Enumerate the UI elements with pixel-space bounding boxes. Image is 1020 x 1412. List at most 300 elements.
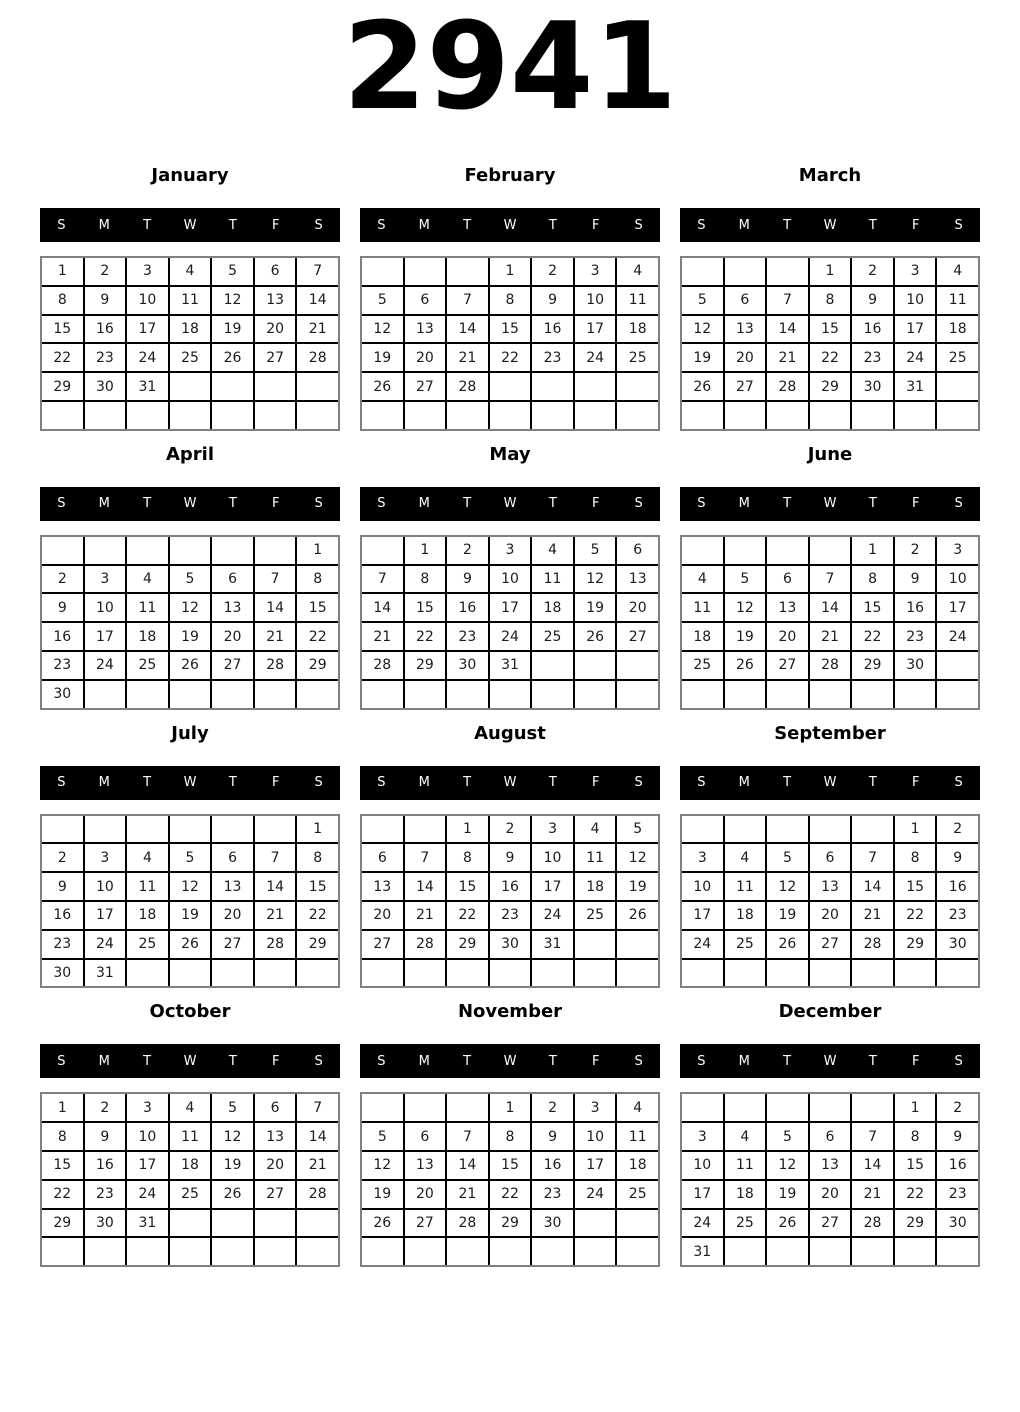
date-cell: 22 — [490, 344, 531, 371]
weekday-header-wed: W — [183, 217, 197, 233]
date-cell: 8 — [852, 566, 893, 593]
empty-cell — [852, 1094, 893, 1121]
weekday-header-row — [40, 487, 340, 521]
date-cell: 6 — [405, 287, 446, 314]
weekday-header-wed: W — [183, 775, 197, 791]
date-cell: 24 — [895, 344, 936, 371]
date-cell: 8 — [895, 844, 936, 871]
date-cell: 16 — [490, 873, 531, 900]
month-april — [40, 444, 340, 710]
weekday-header-tue: T — [143, 217, 152, 233]
date-cell: 26 — [212, 344, 253, 371]
date-cell: 5 — [617, 816, 658, 843]
weekday-header-fri: F — [591, 1053, 600, 1069]
weekday-header-mon: M — [738, 496, 750, 512]
date-cell: 16 — [895, 594, 936, 621]
date-cell: 25 — [127, 931, 168, 958]
weekday-header-tue: T — [143, 775, 152, 791]
empty-cell — [575, 373, 616, 400]
date-cell: 7 — [297, 258, 338, 285]
month-title: May — [489, 443, 531, 465]
date-cell: 11 — [127, 873, 168, 900]
date-cell: 28 — [255, 652, 296, 679]
month-title: September — [774, 722, 886, 744]
calendar-grid — [40, 165, 980, 1267]
date-cell: 22 — [447, 902, 488, 929]
date-cell: 2 — [42, 566, 83, 593]
empty-cell — [127, 960, 168, 987]
empty-cell — [127, 537, 168, 564]
date-cell: 8 — [490, 1123, 531, 1150]
empty-cell — [767, 960, 808, 987]
date-cell: 28 — [362, 652, 403, 679]
empty-cell — [212, 1238, 253, 1265]
empty-cell — [255, 537, 296, 564]
date-cell: 16 — [85, 316, 126, 343]
weekday-header-sun: S — [377, 775, 386, 791]
empty-cell — [255, 1210, 296, 1237]
date-cell: 8 — [490, 287, 531, 314]
date-cell: 30 — [490, 931, 531, 958]
date-cell: 4 — [532, 537, 573, 564]
date-cell: 13 — [405, 316, 446, 343]
weekday-header-sat: S — [634, 217, 643, 233]
date-cell: 31 — [490, 652, 531, 679]
date-cell: 5 — [170, 566, 211, 593]
date-cell: 18 — [127, 623, 168, 650]
empty-cell — [532, 1238, 573, 1265]
date-cell: 6 — [212, 566, 253, 593]
empty-cell — [937, 373, 978, 400]
weekday-header-tue: T — [463, 496, 472, 512]
empty-cell — [42, 816, 83, 843]
date-cell: 1 — [895, 816, 936, 843]
weekday-header-sun: S — [57, 775, 66, 791]
empty-cell — [810, 960, 851, 987]
date-cell: 2 — [85, 258, 126, 285]
date-cell: 24 — [937, 623, 978, 650]
date-cell: 7 — [447, 287, 488, 314]
empty-cell — [682, 681, 723, 708]
date-cell: 19 — [212, 1152, 253, 1179]
date-cell: 8 — [447, 844, 488, 871]
empty-cell — [85, 681, 126, 708]
date-cell: 10 — [682, 1152, 723, 1179]
date-cell: 5 — [725, 566, 766, 593]
empty-cell — [575, 402, 616, 429]
date-cell: 10 — [127, 287, 168, 314]
empty-cell — [170, 681, 211, 708]
date-cell: 25 — [127, 652, 168, 679]
empty-cell — [532, 681, 573, 708]
weekday-header-sun: S — [697, 1053, 706, 1069]
date-cell: 27 — [725, 373, 766, 400]
weekday-header-wed: W — [823, 496, 837, 512]
date-cell: 25 — [682, 652, 723, 679]
empty-cell — [490, 373, 531, 400]
month-june — [680, 444, 980, 710]
date-cell: 6 — [617, 537, 658, 564]
date-cell: 16 — [532, 1152, 573, 1179]
month-august — [360, 723, 660, 989]
month-may — [360, 444, 660, 710]
date-cell: 26 — [767, 931, 808, 958]
date-cell: 10 — [85, 873, 126, 900]
empty-cell — [297, 1238, 338, 1265]
date-cell: 11 — [682, 594, 723, 621]
empty-cell — [532, 960, 573, 987]
month-title: July — [171, 722, 209, 744]
date-cell: 22 — [42, 344, 83, 371]
date-cell: 9 — [85, 287, 126, 314]
date-cell: 15 — [405, 594, 446, 621]
date-cell: 4 — [575, 816, 616, 843]
empty-cell — [85, 1238, 126, 1265]
date-grid — [680, 814, 980, 989]
date-cell: 16 — [42, 623, 83, 650]
date-cell: 18 — [170, 316, 211, 343]
date-cell: 13 — [212, 594, 253, 621]
empty-cell — [810, 1238, 851, 1265]
date-cell: 7 — [255, 844, 296, 871]
weekday-header-wed: W — [503, 775, 517, 791]
date-cell: 18 — [617, 316, 658, 343]
empty-cell — [937, 960, 978, 987]
weekday-header-fri: F — [271, 217, 280, 233]
date-cell: 25 — [617, 344, 658, 371]
date-cell: 7 — [255, 566, 296, 593]
date-cell: 18 — [575, 873, 616, 900]
date-cell: 24 — [85, 652, 126, 679]
weekday-header-sat: S — [314, 496, 323, 512]
date-cell: 22 — [405, 623, 446, 650]
date-cell: 13 — [255, 287, 296, 314]
date-cell: 20 — [212, 902, 253, 929]
empty-cell — [127, 816, 168, 843]
empty-cell — [895, 960, 936, 987]
date-cell: 5 — [362, 1123, 403, 1150]
empty-cell — [895, 681, 936, 708]
weekday-header-tue: T — [783, 1053, 792, 1069]
month-february — [360, 165, 660, 431]
weekday-header-row — [360, 487, 660, 521]
date-cell: 15 — [42, 316, 83, 343]
date-cell: 8 — [810, 287, 851, 314]
date-cell: 13 — [255, 1123, 296, 1150]
empty-cell — [725, 537, 766, 564]
date-cell: 3 — [490, 537, 531, 564]
date-cell: 3 — [575, 1094, 616, 1121]
date-cell: 27 — [212, 931, 253, 958]
date-cell: 17 — [127, 316, 168, 343]
empty-cell — [575, 652, 616, 679]
date-cell: 11 — [127, 594, 168, 621]
date-grid — [360, 256, 660, 431]
date-cell: 12 — [682, 316, 723, 343]
date-cell: 19 — [682, 344, 723, 371]
empty-cell — [767, 681, 808, 708]
weekday-header-fri: F — [591, 496, 600, 512]
date-cell: 16 — [852, 316, 893, 343]
date-cell: 15 — [42, 1152, 83, 1179]
date-cell: 26 — [362, 373, 403, 400]
empty-cell — [127, 1238, 168, 1265]
date-cell: 28 — [255, 931, 296, 958]
weekday-header-mon: M — [418, 496, 430, 512]
date-cell: 15 — [297, 594, 338, 621]
empty-cell — [682, 816, 723, 843]
date-cell: 4 — [937, 258, 978, 285]
date-cell: 15 — [895, 873, 936, 900]
date-cell: 20 — [767, 623, 808, 650]
date-cell: 4 — [682, 566, 723, 593]
empty-cell — [447, 1238, 488, 1265]
date-cell: 1 — [297, 537, 338, 564]
empty-cell — [447, 258, 488, 285]
date-cell: 17 — [532, 873, 573, 900]
empty-cell — [170, 1238, 211, 1265]
date-cell: 10 — [490, 566, 531, 593]
date-cell: 29 — [852, 652, 893, 679]
date-cell: 12 — [767, 1152, 808, 1179]
date-cell: 14 — [255, 873, 296, 900]
empty-cell — [852, 402, 893, 429]
date-cell: 9 — [532, 1123, 573, 1150]
empty-cell — [362, 1238, 403, 1265]
empty-cell — [810, 1094, 851, 1121]
date-cell: 4 — [725, 1123, 766, 1150]
date-cell: 23 — [937, 1181, 978, 1208]
weekday-header-fri: F — [911, 217, 920, 233]
date-cell: 2 — [532, 258, 573, 285]
empty-cell — [725, 816, 766, 843]
month-july — [40, 723, 340, 989]
date-cell: 6 — [767, 566, 808, 593]
date-cell: 22 — [297, 902, 338, 929]
empty-cell — [617, 402, 658, 429]
date-cell: 30 — [85, 1210, 126, 1237]
date-cell: 25 — [170, 1181, 211, 1208]
date-cell: 30 — [85, 373, 126, 400]
date-cell: 11 — [617, 287, 658, 314]
date-cell: 8 — [895, 1123, 936, 1150]
empty-cell — [852, 960, 893, 987]
date-cell: 15 — [297, 873, 338, 900]
date-cell: 27 — [255, 1181, 296, 1208]
weekday-header-fri: F — [271, 1053, 280, 1069]
date-cell: 20 — [405, 1181, 446, 1208]
date-cell: 8 — [405, 566, 446, 593]
date-cell: 29 — [42, 1210, 83, 1237]
date-cell: 3 — [682, 844, 723, 871]
date-cell: 21 — [255, 902, 296, 929]
empty-cell — [170, 1210, 211, 1237]
weekday-header-sun: S — [697, 496, 706, 512]
date-cell: 1 — [810, 258, 851, 285]
date-cell: 22 — [895, 902, 936, 929]
date-cell: 3 — [895, 258, 936, 285]
date-cell: 24 — [575, 344, 616, 371]
empty-cell — [767, 816, 808, 843]
weekday-header-fri: F — [911, 1053, 920, 1069]
weekday-header-mon: M — [98, 775, 110, 791]
date-cell: 30 — [937, 1210, 978, 1237]
empty-cell — [575, 960, 616, 987]
date-cell: 18 — [617, 1152, 658, 1179]
date-cell: 11 — [617, 1123, 658, 1150]
weekday-header-sun: S — [57, 496, 66, 512]
date-cell: 23 — [447, 623, 488, 650]
weekday-header-sat: S — [954, 217, 963, 233]
date-cell: 7 — [447, 1123, 488, 1150]
date-cell: 27 — [212, 652, 253, 679]
date-cell: 30 — [895, 652, 936, 679]
date-cell: 8 — [42, 1123, 83, 1150]
date-cell: 9 — [490, 844, 531, 871]
month-title: April — [165, 443, 215, 465]
date-cell: 17 — [127, 1152, 168, 1179]
date-cell: 27 — [617, 623, 658, 650]
empty-cell — [297, 681, 338, 708]
date-cell: 19 — [170, 623, 211, 650]
month-title: August — [474, 722, 546, 744]
weekday-header-wed: W — [823, 217, 837, 233]
date-cell: 6 — [212, 844, 253, 871]
date-cell: 1 — [297, 816, 338, 843]
date-cell: 22 — [490, 1181, 531, 1208]
date-cell: 30 — [42, 960, 83, 987]
weekday-header-row — [680, 1044, 980, 1078]
date-cell: 1 — [447, 816, 488, 843]
date-cell: 20 — [617, 594, 658, 621]
date-cell: 29 — [297, 652, 338, 679]
date-cell: 19 — [767, 902, 808, 929]
date-cell: 2 — [85, 1094, 126, 1121]
date-cell: 7 — [297, 1094, 338, 1121]
date-cell: 21 — [810, 623, 851, 650]
date-cell: 25 — [617, 1181, 658, 1208]
date-cell: 1 — [852, 537, 893, 564]
date-cell: 12 — [617, 844, 658, 871]
date-cell: 29 — [447, 931, 488, 958]
empty-cell — [405, 816, 446, 843]
date-cell: 28 — [852, 931, 893, 958]
empty-cell — [170, 373, 211, 400]
date-cell: 5 — [212, 258, 253, 285]
empty-cell — [42, 537, 83, 564]
date-cell: 18 — [532, 594, 573, 621]
date-cell: 27 — [810, 931, 851, 958]
empty-cell — [447, 681, 488, 708]
empty-cell — [297, 1210, 338, 1237]
weekday-header-sat: S — [634, 775, 643, 791]
weekday-header-sun: S — [697, 217, 706, 233]
date-cell: 4 — [725, 844, 766, 871]
weekday-header-sat: S — [314, 217, 323, 233]
month-title: December — [778, 1001, 882, 1023]
date-cell: 26 — [362, 1210, 403, 1237]
date-cell: 21 — [297, 1152, 338, 1179]
weekday-header-wed: W — [823, 775, 837, 791]
date-cell: 29 — [810, 373, 851, 400]
date-cell: 30 — [532, 1210, 573, 1237]
date-grid — [680, 535, 980, 710]
date-cell: 28 — [767, 373, 808, 400]
empty-cell — [362, 1094, 403, 1121]
empty-cell — [852, 681, 893, 708]
date-cell: 26 — [170, 652, 211, 679]
weekday-header-row — [360, 208, 660, 242]
date-cell: 12 — [362, 1152, 403, 1179]
empty-cell — [255, 816, 296, 843]
date-grid — [360, 535, 660, 710]
date-grid — [40, 1092, 340, 1267]
empty-cell — [42, 1238, 83, 1265]
empty-cell — [937, 402, 978, 429]
date-cell: 5 — [767, 844, 808, 871]
date-cell: 1 — [42, 1094, 83, 1121]
empty-cell — [255, 1238, 296, 1265]
date-cell: 29 — [490, 1210, 531, 1237]
date-cell: 15 — [895, 1152, 936, 1179]
weekday-header-mon: M — [418, 775, 430, 791]
empty-cell — [85, 402, 126, 429]
empty-cell — [255, 960, 296, 987]
month-title: November — [457, 1001, 563, 1023]
empty-cell — [895, 1238, 936, 1265]
empty-cell — [405, 960, 446, 987]
weekday-header-tue: T — [463, 217, 472, 233]
date-cell: 24 — [490, 623, 531, 650]
empty-cell — [127, 681, 168, 708]
weekday-header-sat: S — [314, 775, 323, 791]
empty-cell — [447, 1094, 488, 1121]
date-cell: 31 — [895, 373, 936, 400]
date-cell: 19 — [362, 1181, 403, 1208]
date-cell: 6 — [362, 844, 403, 871]
empty-cell — [362, 960, 403, 987]
empty-cell — [490, 681, 531, 708]
date-cell: 15 — [490, 1152, 531, 1179]
empty-cell — [447, 960, 488, 987]
empty-cell — [617, 373, 658, 400]
date-cell: 11 — [937, 287, 978, 314]
weekday-header-mon: M — [738, 1053, 750, 1069]
month-title: June — [807, 443, 853, 465]
date-cell: 18 — [725, 1181, 766, 1208]
date-cell: 17 — [682, 902, 723, 929]
empty-cell — [255, 373, 296, 400]
date-cell: 20 — [362, 902, 403, 929]
empty-cell — [405, 258, 446, 285]
empty-cell — [682, 537, 723, 564]
weekday-header-row — [40, 208, 340, 242]
empty-cell — [895, 402, 936, 429]
date-cell: 19 — [575, 594, 616, 621]
date-cell: 25 — [575, 902, 616, 929]
empty-cell — [575, 931, 616, 958]
date-cell: 14 — [405, 873, 446, 900]
date-cell: 25 — [532, 623, 573, 650]
date-cell: 4 — [170, 1094, 211, 1121]
date-cell: 11 — [725, 873, 766, 900]
date-cell: 27 — [405, 1210, 446, 1237]
empty-cell — [617, 1238, 658, 1265]
date-cell: 6 — [810, 1123, 851, 1150]
date-cell: 12 — [212, 287, 253, 314]
date-cell: 31 — [85, 960, 126, 987]
date-cell: 13 — [617, 566, 658, 593]
